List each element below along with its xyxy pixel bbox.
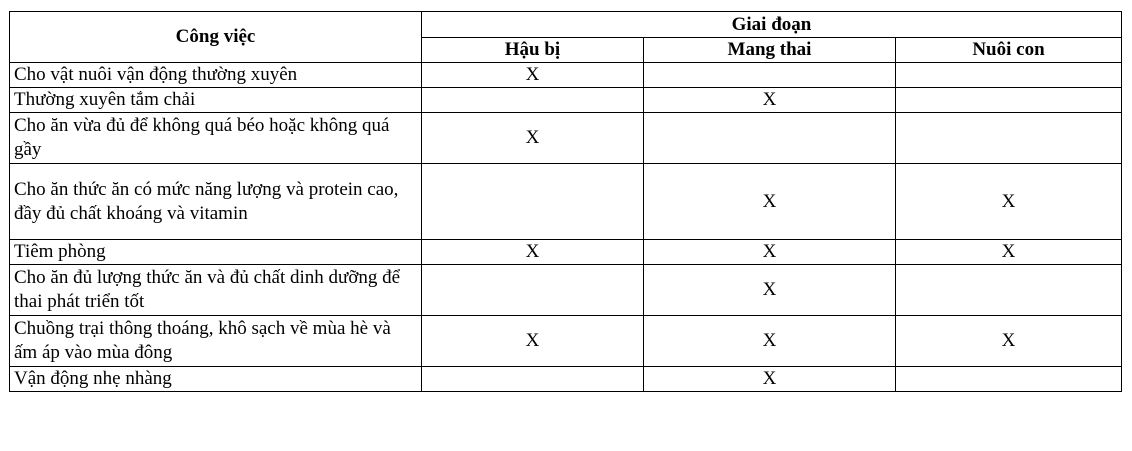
mark-cell: X xyxy=(896,164,1122,240)
mark-cell: X xyxy=(422,63,644,88)
table-row xyxy=(10,240,1122,265)
mark-cell: X xyxy=(422,240,644,265)
mark-cell xyxy=(422,88,644,113)
mark-cell xyxy=(896,88,1122,113)
stage-header-nuoi-con: Nuôi con xyxy=(896,38,1122,63)
header-row-1 xyxy=(10,12,1122,38)
mark-cell xyxy=(644,113,896,164)
mark-cell: X xyxy=(644,316,896,367)
table-row xyxy=(10,316,1122,367)
mark-cell: X xyxy=(644,265,896,316)
mark-cell xyxy=(896,265,1122,316)
task-cell: Cho vật nuôi vận động thường xuyên xyxy=(10,63,422,88)
mark-cell xyxy=(896,113,1122,164)
mark-cell: X xyxy=(896,240,1122,265)
document-content xyxy=(9,11,1122,392)
mark-cell xyxy=(896,63,1122,88)
task-cell: Tiêm phòng xyxy=(10,240,422,265)
task-cell: Vận động nhẹ nhàng xyxy=(10,367,422,392)
mark-cell xyxy=(422,164,644,240)
mark-cell xyxy=(644,63,896,88)
table-row xyxy=(10,63,1122,88)
stage-group-header: Giai đoạn xyxy=(422,12,1122,38)
mark-cell: X xyxy=(644,88,896,113)
table-row xyxy=(10,88,1122,113)
task-column-header: Công việc xyxy=(10,12,422,63)
mark-cell xyxy=(422,367,644,392)
livestock-care-table xyxy=(9,11,1122,392)
table-row xyxy=(10,265,1122,316)
mark-cell: X xyxy=(422,113,644,164)
stage-header-mang-thai: Mang thai xyxy=(644,38,896,63)
stage-header-hau-bi: Hậu bị xyxy=(422,38,644,63)
mark-cell: X xyxy=(422,316,644,367)
mark-cell: X xyxy=(896,316,1122,367)
table-row xyxy=(10,164,1122,240)
task-cell: Cho ăn vừa đủ để không quá béo hoặc không quá gầy xyxy=(10,113,422,164)
mark-cell xyxy=(896,367,1122,392)
task-cell: Cho ăn đủ lượng thức ăn và đủ chất dinh dưỡng để thai phát triển tốt xyxy=(10,265,422,316)
table-row xyxy=(10,367,1122,392)
mark-cell xyxy=(422,265,644,316)
mark-cell: X xyxy=(644,367,896,392)
task-cell: Thường xuyên tắm chải xyxy=(10,88,422,113)
mark-cell: X xyxy=(644,164,896,240)
task-cell: Chuồng trại thông thoáng, khô sạch về mùa hè và ấm áp vào mùa đông xyxy=(10,316,422,367)
table-row xyxy=(10,113,1122,164)
task-cell: Cho ăn thức ăn có mức năng lượng và protein cao, đầy đủ chất khoáng và vitamin xyxy=(10,164,422,240)
mark-cell: X xyxy=(644,240,896,265)
